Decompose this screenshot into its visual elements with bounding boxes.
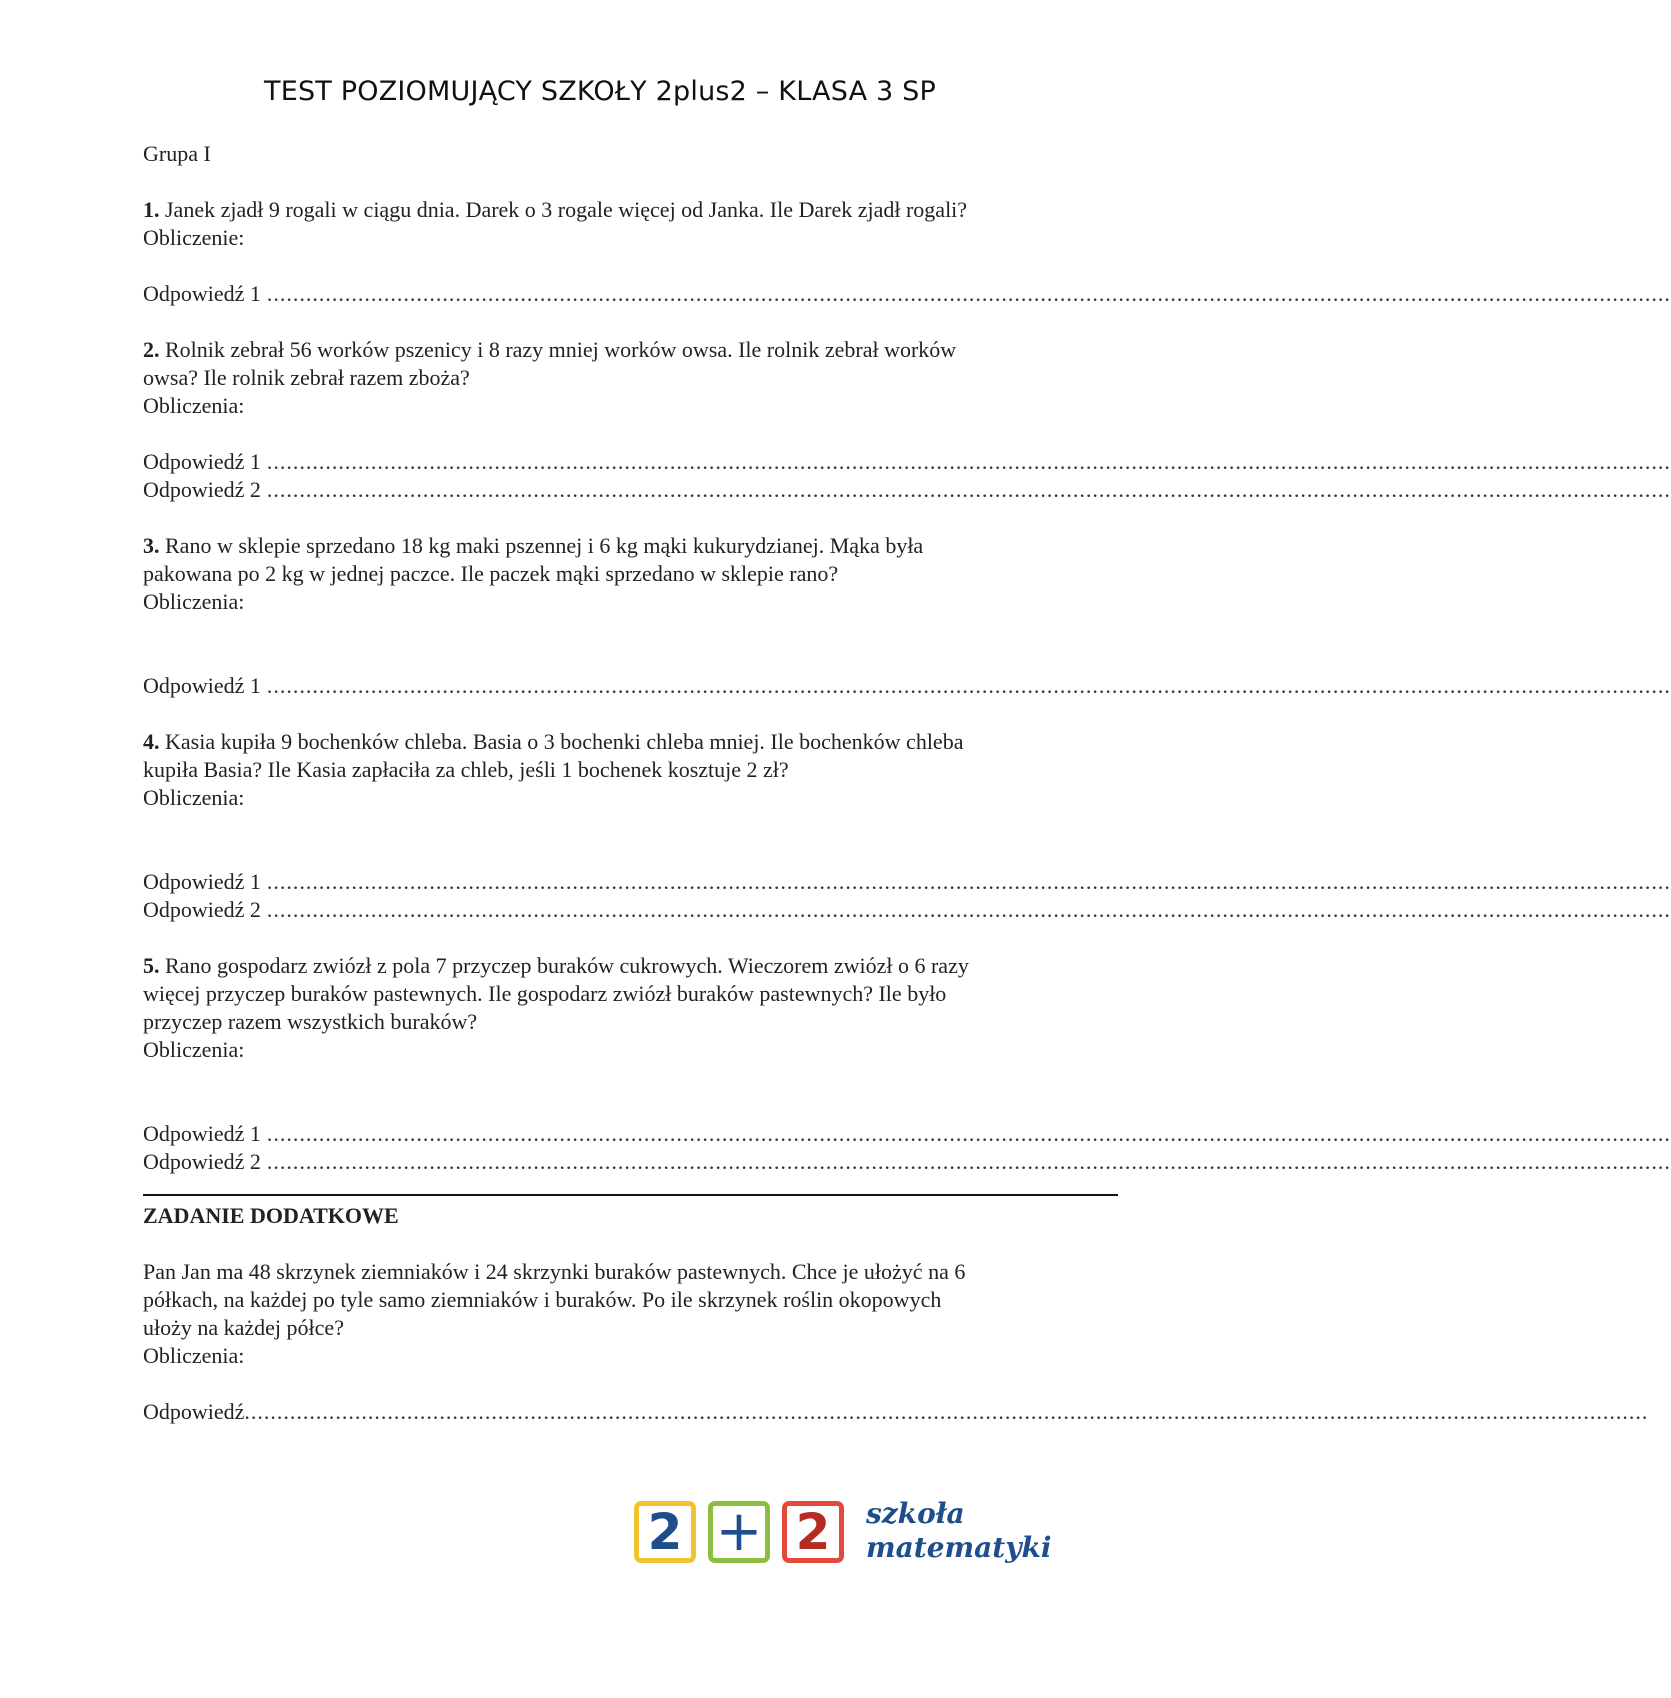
extra-task-calc-label: Obliczenia: [143,1343,245,1368]
task-5-text-line-2: więcej przyczep buraków pastewnych. Ile gospodarz zwiózł buraków pastewnych? Ile było [143,981,947,1006]
task-5-answer-2[interactable]: Odpowiedź 2 ........................................................................................................................................................................................................................ [143,1149,1671,1174]
task-5 [143,952,1671,1176]
task-3-text: 3. Rano w sklepie sprzedano 18 kg maki pszennej i 6 kg mąki kukurydzianej. Mąka była [143,533,924,558]
task-2-calc-label: Obliczenia: [143,393,245,418]
answer-line: ........................................................................................................................................................................................................................ [266,449,1671,474]
task-number: 1. [143,197,160,222]
task-3-calc-label: Obliczenia: [143,589,245,614]
school-logo [634,1497,1074,1577]
extra-task-answer[interactable]: Odpowiedź ........................................................................................................................................................................................................................ [143,1399,1649,1424]
task-2-answer-2[interactable]: Odpowiedź 2 ........................................................................................................................................................................................................................ [143,477,1671,502]
task-3 [143,532,1671,700]
task-number: 4. [143,729,160,754]
task-number: 3. [143,533,160,558]
answer-line: ........................................................................................................................................................................................................................ [266,869,1671,894]
logo-box-yellow: 2 [634,1501,696,1563]
answer-line: ........................................................................................................................................................................................................................ [244,1399,1649,1424]
task-number: 2. [143,337,160,362]
logo-text [866,1497,1052,1565]
task-5-answer-1[interactable]: Odpowiedź 1 ........................................................................................................................................................................................................................ [143,1121,1671,1146]
task-number: 5. [143,953,160,978]
task-3-text-line-2: pakowana po 2 kg w jednej paczce. Ile paczek mąki sprzedano w sklepie rano? [143,561,839,586]
page-title: TEST POZIOMUJĄCY SZKOŁY 2plus2 – KLASA 3 SP [264,76,936,107]
task-4-calc-label: Obliczenia: [143,785,245,810]
extra-task-text-line-1: Pan Jan ma 48 skrzynek ziemniaków i 24 skrzynki buraków pastewnych. Chce je ułożyć na 6 [143,1259,966,1284]
section-divider [143,1194,1118,1196]
task-1 [143,196,1671,308]
extra-task-text-line-2: półkach, na każdej po tyle samo ziemniaków i buraków. Po ile skrzynek roślin okopowych [143,1287,942,1312]
task-5-text: 5. Rano gospodarz zwiózł z pola 7 przyczep buraków cukrowych. Wieczorem zwiózł o 6 razy [143,953,969,978]
group-label: Grupa I [143,141,211,166]
task-2-answer-1[interactable]: Odpowiedź 1 ........................................................................................................................................................................................................................ [143,449,1671,474]
answer-line: ........................................................................................................................................................................................................................ [266,1121,1671,1146]
task-3-answer-1[interactable]: Odpowiedź 1 ........................................................................................................................................................................................................................ [143,673,1671,698]
answer-line: ........................................................................................................................................................................................................................ [266,477,1671,502]
task-5-calc-label: Obliczenia: [143,1037,245,1062]
task-1-answer-1[interactable]: Odpowiedź 1 ........................................................................................................................................................................................................................ [143,281,1671,306]
answer-line: ........................................................................................................................................................................................................................ [266,897,1671,922]
answer-line: ........................................................................................................................................................................................................................ [266,1149,1671,1174]
extra-task [143,1202,1649,1426]
task-4-answer-1[interactable]: Odpowiedź 1 ........................................................................................................................................................................................................................ [143,869,1671,894]
task-1-calc-label: Obliczenie: [143,225,245,250]
logo-box-green: + [708,1501,770,1563]
logo-text-line-1: szkoła [866,1497,965,1530]
logo-text-line-2: matematyki [866,1531,1052,1564]
task-2-text: 2. Rolnik zebrał 56 worków pszenicy i 8 razy mniej worków owsa. Ile rolnik zebrał worków [143,337,957,362]
task-2-text-line-2: owsa? Ile rolnik zebrał razem zboża? [143,365,470,390]
extra-task-heading: ZADANIE DODATKOWE [143,1203,399,1228]
logo-box-red: 2 [782,1501,844,1563]
task-2 [143,336,1671,504]
test-content [143,140,1671,1426]
task-1-text: 1. Janek zjadł 9 rogali w ciągu dnia. Darek o 3 rogale więcej od Janka. Ile Darek zjadł rogali? [143,197,968,222]
extra-task-text-line-3: ułoży na każdej półce? [143,1315,344,1340]
task-4-text: 4. Kasia kupiła 9 bochenków chleba. Basia o 3 bochenki chleba mniej. Ile bochenków chleba [143,729,964,754]
task-4-answer-2[interactable]: Odpowiedź 2 ........................................................................................................................................................................................................................ [143,897,1671,922]
answer-line: ........................................................................................................................................................................................................................ [266,281,1671,306]
task-5-text-line-3: przyczep razem wszystkich buraków? [143,1009,478,1034]
answer-line: ........................................................................................................................................................................................................................ [266,673,1671,698]
task-4 [143,728,1671,924]
task-4-text-line-2: kupiła Basia? Ile Kasia zapłaciła za chleb, jeśli 1 bochenek kosztuje 2 zł? [143,757,789,782]
